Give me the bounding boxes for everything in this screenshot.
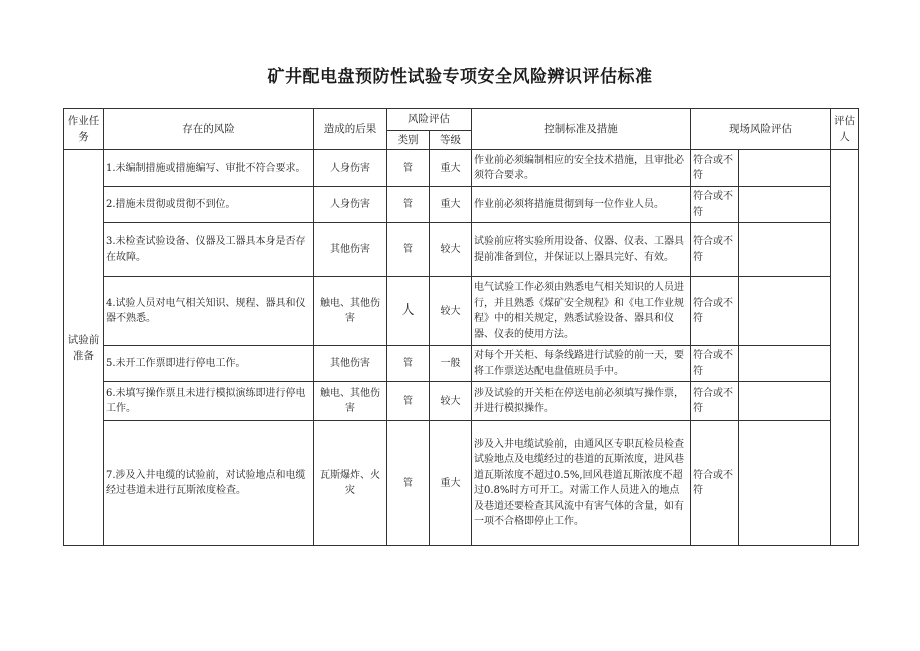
table-row <box>64 382 859 421</box>
site-eval-blank-cell <box>739 150 831 187</box>
header-task: 作业任务 <box>64 109 104 150</box>
level-cell: 重大 <box>430 421 472 546</box>
site-eval-blank-cell <box>739 277 831 346</box>
site-eval-blank-cell <box>739 346 831 382</box>
site-eval-cell: 符合或不符 <box>691 187 739 223</box>
control-cell: 电气试验工作必须由熟悉电气相关知识的人员进行，并且熟悉《煤矿安全规程》和《电工作业规程》中的相关规定，熟悉试验设备、器具和仪器、仪表的使用方法。 <box>472 277 691 346</box>
header-level: 等级 <box>430 131 472 150</box>
consequence-cell: 其他伤害 <box>314 346 387 382</box>
header-category: 类别 <box>387 131 430 150</box>
site-eval-cell: 符合或不符 <box>691 277 739 346</box>
site-eval-cell: 符合或不符 <box>691 421 739 546</box>
level-cell: 重大 <box>430 150 472 187</box>
header-assessor: 评估人 <box>831 109 859 150</box>
table-row <box>64 277 859 346</box>
table-row <box>64 421 859 546</box>
control-cell: 作业前必须将措施贯彻到每一位作业人员。 <box>472 187 691 223</box>
header-row <box>64 109 859 131</box>
category-cell: 人 <box>387 277 430 346</box>
risk-cell: 4.试验人员对电气相关知识、规程、器具和仪器不熟悉。 <box>104 277 314 346</box>
site-eval-blank-cell <box>739 187 831 223</box>
category-cell: 管 <box>387 150 430 187</box>
category-cell: 管 <box>387 421 430 546</box>
risk-cell: 7.涉及入井电缆的试验前，对试验地点和电缆经过巷道未进行瓦斯浓度检查。 <box>104 421 314 546</box>
page-title: 矿井配电盘预防性试验专项安全风险辨识评估标准 <box>267 67 653 87</box>
header-control: 控制标准及措施 <box>472 109 691 150</box>
consequence-cell: 瓦斯爆炸、火灾 <box>314 421 387 546</box>
risk-cell: 2.措施未贯彻或贯彻不到位。 <box>104 187 314 223</box>
header-assessment: 风险评估 <box>387 109 472 131</box>
level-cell: 较大 <box>430 277 472 346</box>
consequence-cell: 其他伤害 <box>314 223 387 277</box>
category-cell: 管 <box>387 382 430 421</box>
table-row <box>64 223 859 277</box>
risk-cell: 3.未检查试验设备、仪器及工器具本身是否存在故障。 <box>104 223 314 277</box>
task-cell: 试验前准备 <box>64 150 104 546</box>
control-cell: 作业前必须编制相应的安全技术措施，且审批必须符合要求。 <box>472 150 691 187</box>
control-cell: 涉及入井电缆试验前，由通风区专职瓦检员检查试验地点及电缆经过的巷道的瓦斯浓度，进风巷道瓦斯浓度不超过0.5%,回风巷道瓦斯浓度不超过0.8%时方可开工。对需工作人员进入的地点及巷道还要检查其风流中有害气体的含量，如有一项不合格即停止工作。 <box>472 421 691 546</box>
control-cell: 涉及试验的开关柜在停送电前必须填写操作票，并进行模拟操作。 <box>472 382 691 421</box>
table-row <box>64 346 859 382</box>
site-eval-cell: 符合或不符 <box>691 223 739 277</box>
consequence-cell: 人身伤害 <box>314 150 387 187</box>
level-cell: 较大 <box>430 382 472 421</box>
consequence-cell: 触电、其他伤害 <box>314 382 387 421</box>
risk-cell: 1.未编制措施或措施编写、审批不符合要求。 <box>104 150 314 187</box>
risk-cell: 5.未开工作票即进行停电工作。 <box>104 346 314 382</box>
header-risk: 存在的风险 <box>104 109 314 150</box>
site-eval-blank-cell <box>739 223 831 277</box>
level-cell: 重大 <box>430 187 472 223</box>
risk-assessment-table <box>63 108 859 546</box>
assessor-cell <box>831 150 859 546</box>
level-cell: 较大 <box>430 223 472 277</box>
level-cell: 一般 <box>430 346 472 382</box>
site-eval-blank-cell <box>739 421 831 546</box>
header-site-eval: 现场风险评估 <box>691 109 831 150</box>
site-eval-cell: 符合或不符 <box>691 150 739 187</box>
site-eval-cell: 符合或不符 <box>691 346 739 382</box>
consequence-cell: 人身伤害 <box>314 187 387 223</box>
header-consequence: 造成的后果 <box>314 109 387 150</box>
site-eval-blank-cell <box>739 382 831 421</box>
category-cell: 管 <box>387 223 430 277</box>
category-cell: 管 <box>387 346 430 382</box>
risk-cell: 6.未填写操作票且未进行模拟演练即进行停电工作。 <box>104 382 314 421</box>
control-cell: 试验前应将实验所用设备、仪器、仪表、工器具提前准备到位，并保证以上器具完好、有效。 <box>472 223 691 277</box>
category-cell: 管 <box>387 187 430 223</box>
table-row <box>64 187 859 223</box>
control-cell: 对每个开关柜、每条线路进行试验的前一天，要将工作票送达配电盘值班员手中。 <box>472 346 691 382</box>
consequence-cell: 触电、其他伤害 <box>314 277 387 346</box>
table-row <box>64 150 859 187</box>
site-eval-cell: 符合或不符 <box>691 382 739 421</box>
